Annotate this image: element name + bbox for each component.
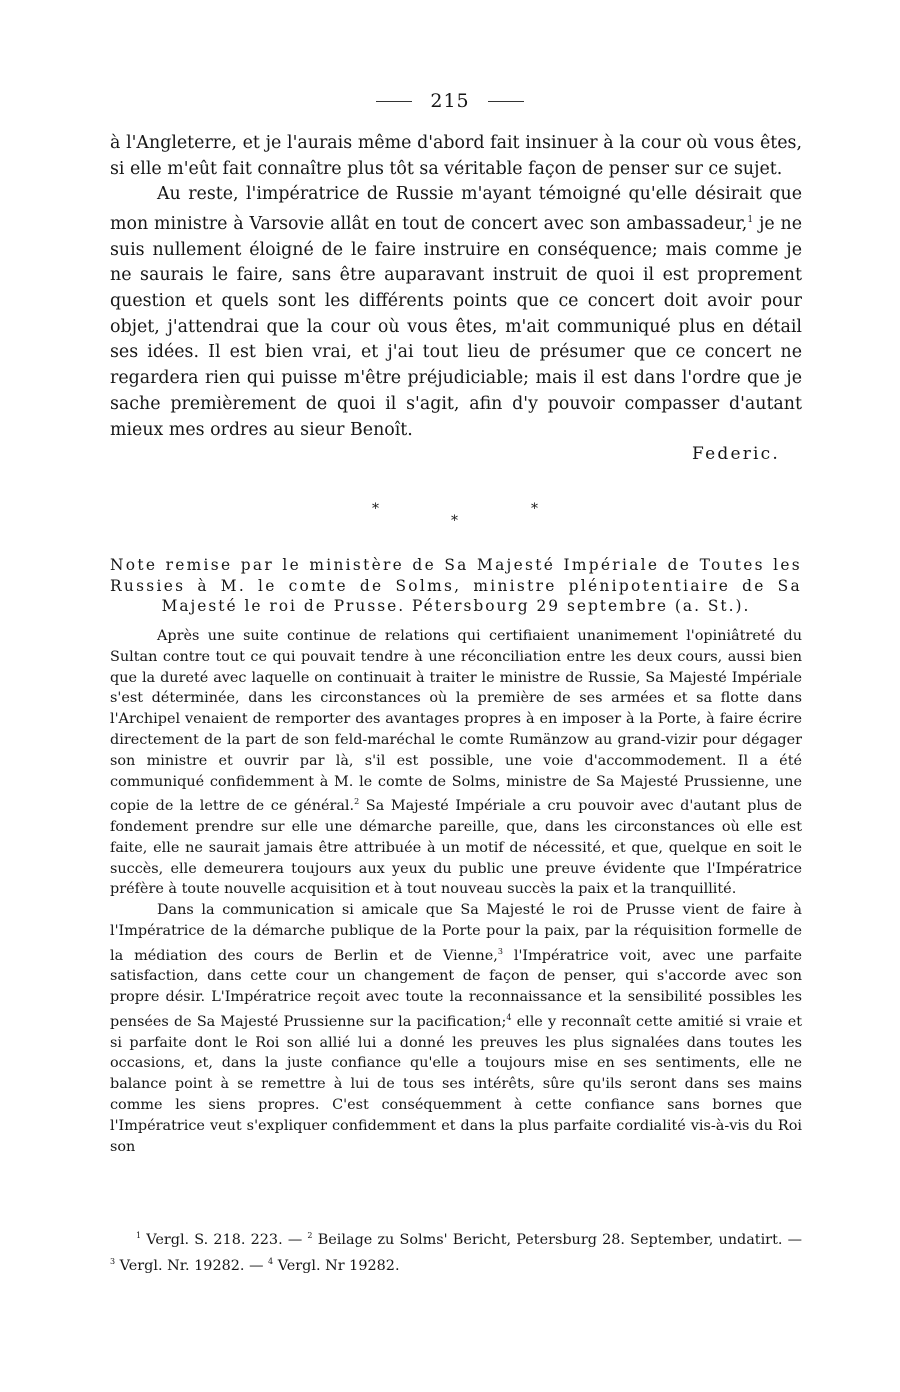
note-paragraph-1-part-b: Sa Majesté Impériale a cru pouvoir avec d'autant plus de fondement prendre sur elle une démarche pareille, que, dans les circonstances où elle est faite, elle ne saurait jamais être attribuée à un motif de nécessité, et que, quelque en soit le succès, elle demeurera toujours aux yeux du public une preuve évidente que l'Impératrice préfère à toute nouvelle acquisition et à tout nouveau succès la paix et la tranquillité.: [110, 798, 802, 898]
note-paragraph-2-part-a: Dans la communication si amicale que Sa Majesté le roi de Prusse vient de faire à l'Impératrice de la démarche publique de la Porte pour la paix, par la réquisition formelle de la médiation des cours de Berlin et de Vienne,: [110, 902, 802, 964]
header-rule-left: [376, 101, 412, 102]
footnote-text: [110, 1225, 802, 1277]
footnote-marker-1: 1: [136, 1231, 142, 1240]
note-paragraph-1: [110, 626, 802, 900]
footnote-marker-3: 3: [110, 1256, 116, 1266]
page-number: 215: [430, 90, 470, 112]
separator-star-2: *: [531, 501, 538, 517]
footnote-3: Vergl. Nr. 19282. —: [115, 1257, 269, 1274]
note-paragraph-1-part-a: Après une suite continue de relations qui certifiaient unanimement l'opiniâtreté du Sultan contre tout ce qui pouvait tendre à une réconciliation entre les deux cours, aussi bien que la dureté avec laquelle on continuait à traiter le ministre de Russie, Sa Majesté Impériale s'est déterminée, dans les circonstances où la première de ses armées et sa flotte dans l'Archipel venaient de remporter des avantages propres à en imposer à la Porte, à faire écrire directement de la part de son feld-maréchal le comte Rumänzow au grand-vizir pour dégager son ministre et ouvrir par là, s'il est possible, une voie d'accommodement. Il a été communiqué confidemment à M. le comte de Solms, ministre de Sa Majesté Prussienne, une copie de la lettre de ce général.: [110, 628, 802, 815]
header-rule-right: [488, 101, 524, 102]
signature: Federic.: [692, 444, 780, 465]
note-title: [110, 555, 802, 617]
note-title-line-3: Majesté le roi de Prusse. Pétersbourg 29 septembre (a. St.).: [161, 597, 751, 615]
footnotes: [110, 1225, 802, 1277]
footnote-4: Vergl. Nr 19282.: [273, 1257, 400, 1274]
footnote-2: Beilage zu Solms' Bericht, Petersburg 28. September, undatirt. —: [312, 1231, 802, 1248]
separator-star-1: *: [372, 501, 379, 517]
page-header: [0, 86, 900, 116]
note-paragraph-2-part-b: l'Impératrice voit, avec une parfaite satisfaction, dans cette cour un changement de façon de penser, qui s'accorde avec son propre désir. L'Impératrice reçoit avec toute la reconnaissance et la sensibilité possibles les pensées de Sa Majesté Prussienne sur la pacification;: [110, 947, 803, 1030]
letter-paragraph-2-part-b: je ne suis nullement éloigné de le faire instruire en conséquence; mais comme je ne saurais le faire, sans être auparavant instruit de quoi il est proprement question et quels sont les différents points que ce concert doit avoir pour objet, j'attendrai que la cour où vous êtes, m'ait communiqué plus en détail ses idées. Il est bien vrai, et j'ai tout lieu de présumer que ce concert ne regardera rien qui puisse m'être préjudiciable; mais il est dans l'ordre que je sache premièrement de quoi il s'agit, afin d'y pouvoir compasser d'autant mieux mes ordres au sieur Benoît.: [110, 213, 802, 440]
note-title-line-2: Russies à M. le comte de Solms, ministre plénipotentiaire de Sa: [110, 576, 802, 595]
footnote-marker-4: 4: [268, 1256, 274, 1266]
section-separator: [0, 497, 900, 537]
footnote-ref-3: 3: [497, 946, 503, 956]
letter-paragraph-2-part-a: Au reste, l'impératrice de Russie m'ayant témoigné qu'elle désirait que mon ministre à Varsovie allât en tout de concert avec son ambassadeur,: [110, 184, 802, 234]
letter-paragraph-2: [110, 182, 802, 443]
note-title-line-1: Note remise par le ministère de Sa Majesté Impériale de Toutes les: [110, 556, 802, 574]
letter-paragraph-1: à l'Angleterre, et je l'aurais même d'abord fait insinuer à la cour où vous êtes, si elle m'eût fait connaître plus tôt sa véritable façon de penser sur ce sujet.: [110, 133, 802, 179]
letter-body: [110, 131, 802, 465]
footnote-ref-2: 2: [354, 797, 360, 807]
note-body: [110, 626, 802, 1157]
note-paragraph-2: [110, 900, 802, 1157]
footnote-ref-4: 4: [506, 1012, 512, 1022]
separator-star-3: *: [451, 513, 458, 529]
note-paragraph-2-part-c: elle y reconnaît cette amitié si vraie et si parfaite dont le Roi son allié lui a donné les preuves les plus signalées dans toutes les occasions, et, dans la juste confiance qu'elle a toujours mise en ses sentiments, elle ne balance point à se remettre à lui de tous ses intérêts, sûre qu'ils seront dans ses mains comme les siens propres. C'est conséquemment à cette confiance sans bornes que l'Impératrice veut s'expliquer confidemment et dans la plus parfaite cordialité vis-à-vis du Roi son: [110, 1013, 803, 1155]
footnote-marker-2: 2: [307, 1231, 313, 1240]
footnote-ref-1: 1: [747, 215, 754, 226]
footnote-1: Vergl. S. 218. 223. —: [141, 1231, 308, 1248]
